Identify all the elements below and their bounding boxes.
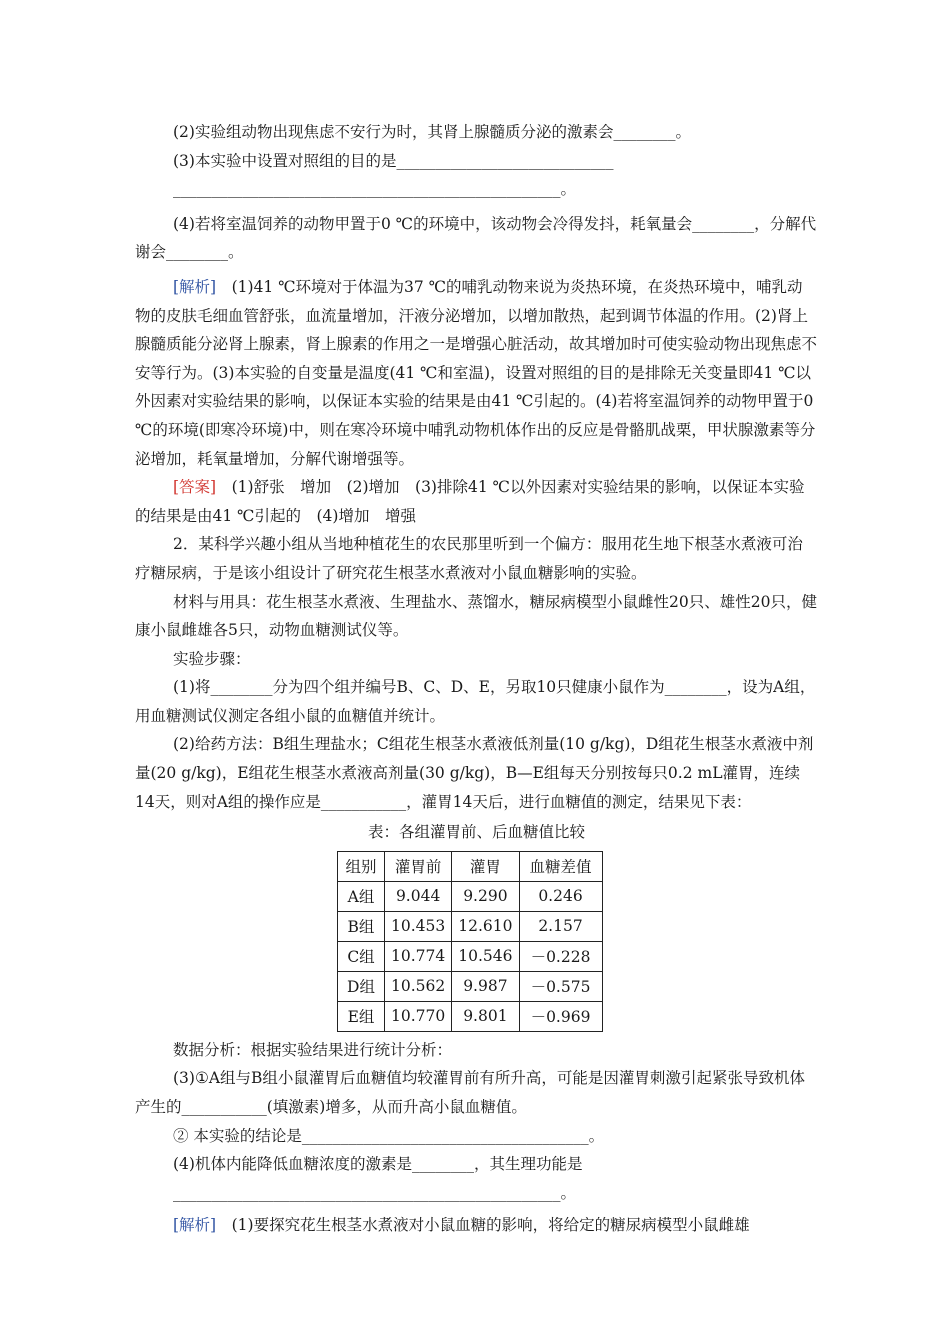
q1-part3-line1: (3)本实验中设置对照组的目的是____________________________ (173, 151, 614, 170)
table-cell: 10.453 (385, 911, 452, 941)
answer-text: (1)舒张 增加 (2)增加 (3)排除41 ℃以外因素对实验结果的影响，以保证本实验的结果是由41 ℃引起的 (4)增加 增强 (135, 478, 805, 525)
analysis-q3-1: (3)①A组与B组小鼠灌胃后血糖值均较灌胃前有所升高，可能是因灌胃刺激引起紧张导致机体产生的___________(填激素)增多，从而升高小鼠血糖值。 (135, 1069, 805, 1117)
table-cell: D组 (338, 971, 385, 1001)
table-cell: 12.610 (452, 911, 519, 941)
table-row (338, 1001, 603, 1031)
q1-answer (135, 473, 818, 530)
table-cell: E组 (338, 1001, 385, 1031)
table-cell: A组 (338, 881, 385, 911)
table-cell: 9.801 (452, 1001, 519, 1031)
table-row (338, 911, 603, 941)
explanation-tag: [解析] (173, 277, 217, 296)
q1-part4: (4)若将室温饲养的动物甲置于0 ℃的环境中，该动物会冷得发抖，耗氧量会________，分解代谢会________。 (135, 214, 817, 262)
table-header-cell: 灌胃前 (385, 851, 452, 881)
table-header-row (338, 851, 603, 881)
table-cell: 10.774 (385, 941, 452, 971)
table-row (338, 881, 603, 911)
table-cell: 9.987 (452, 971, 519, 1001)
table-cell: －0.969 (519, 1001, 602, 1031)
explanation-text: (1)41 ℃环境对于体温为37 ℃的哺乳动物来说为炎热环境，在炎热环境中，哺乳动物的皮肤毛细血管舒张，血流量增加，汗液分泌增加，以增加散热，起到调节体温的作用。(2)肾上腺髓质能分泌肾上腺素，肾上腺素的作用之一是增强心脏活动，故其增加时可使实验动物出现焦虑不安等行为。(3)本实验的自变量是温度(41 ℃和室温)，设置对照组的目的是排除无关变量即41 ℃以外因素对实验结果的影响，以保证本实验的结果是由41 ℃引起的。(4)若将室温饲养的动物甲置于0 ℃的环境(即寒冷环境)中，则在寒冷环境中哺乳动物机体作出的反应是骨骼肌战栗，甲状腺激素等分泌增加，耗氧量增加，分解代谢增强等。 (135, 277, 818, 468)
table-cell: 10.562 (385, 971, 452, 1001)
analysis-q4-line1: (4)机体内能降低血糖浓度的激素是________，其生理功能是 (173, 1155, 583, 1174)
answer-tag: [答案] (173, 478, 217, 497)
table-title: 表：各组灌胃前、后血糖值比较 (367, 823, 585, 842)
blood-glucose-table (337, 851, 603, 1032)
q2-intro: 2．某科学兴趣小组从当地种植花生的农民那里听到一个偏方：服用花生地下根茎水煮液可治疗糖尿病，于是该小组设计了研究花生根茎水煮液对小鼠血糖影响的实验。 (135, 535, 803, 582)
q2-steps-heading: 实验步骤： (173, 649, 251, 668)
table-cell: －0.575 (519, 971, 602, 1001)
q1-part3-line2: __________________________________________________。 (173, 180, 577, 199)
explanation-text: (1)要探究花生根茎水煮液对小鼠血糖的影响，将给定的糖尿病模型小鼠雌雄 (216, 1216, 750, 1235)
table-cell: 10.770 (385, 1001, 452, 1031)
table-header-cell: 血糖差值 (519, 851, 602, 881)
table-cell: 10.546 (452, 941, 519, 971)
q2-step1: (1)将________分为四个组并编号B、C、D、E，另取10只健康小鼠作为________，设为A组，用血糖测试仪测定各组小鼠的血糖值并统计。 (135, 678, 816, 725)
table-row (338, 941, 603, 971)
table-cell: B组 (338, 911, 385, 941)
q1-explanation (135, 273, 818, 473)
table-cell: C组 (338, 941, 385, 971)
q1-part2: (2)实验组动物出现焦虑不安行为时，其肾上腺髓质分泌的激素会________。 (173, 123, 691, 141)
q2-materials: 材料与用具：花生根茎水煮液、生理盐水、蒸馏水，糖尿病模型小鼠雌性20只、雄性20只，健康小鼠雌雄各5只，动物血糖测试仪等。 (135, 592, 817, 640)
table-header-cell: 组别 (338, 851, 385, 881)
q2-step2: (2)给药方法：B组生理盐水；C组花生根茎水煮液低剂量(10 g/kg)，D组花生根茎水煮液中剂量(20 g/kg)，E组花生根茎水煮液高剂量(30 g/kg)，B—E组每天分别按每只0.2 mL灌胃，连续14天，则对A组的操作应是___________，灌胃14天后，进行血糖值的测定，结果见下表： (135, 735, 814, 811)
analysis-q3-2: ② 本实验的结论是_____________________________________。 (173, 1126, 605, 1145)
explanation-tag: [解析] (173, 1216, 217, 1235)
analysis-heading: 数据分析：根据实验结果进行统计分析： (173, 1040, 453, 1059)
analysis-q4-line2: __________________________________________________。 (173, 1183, 577, 1202)
document-body (135, 118, 818, 1240)
table-cell: 0.246 (519, 881, 602, 911)
table-cell: －0.228 (519, 941, 602, 971)
table-cell: 9.290 (452, 881, 519, 911)
q2-explanation (135, 1211, 818, 1240)
table-header-cell: 灌胃 (452, 851, 519, 881)
table-cell: 9.044 (385, 881, 452, 911)
table-row (338, 971, 603, 1001)
table-cell: 2.157 (519, 911, 602, 941)
